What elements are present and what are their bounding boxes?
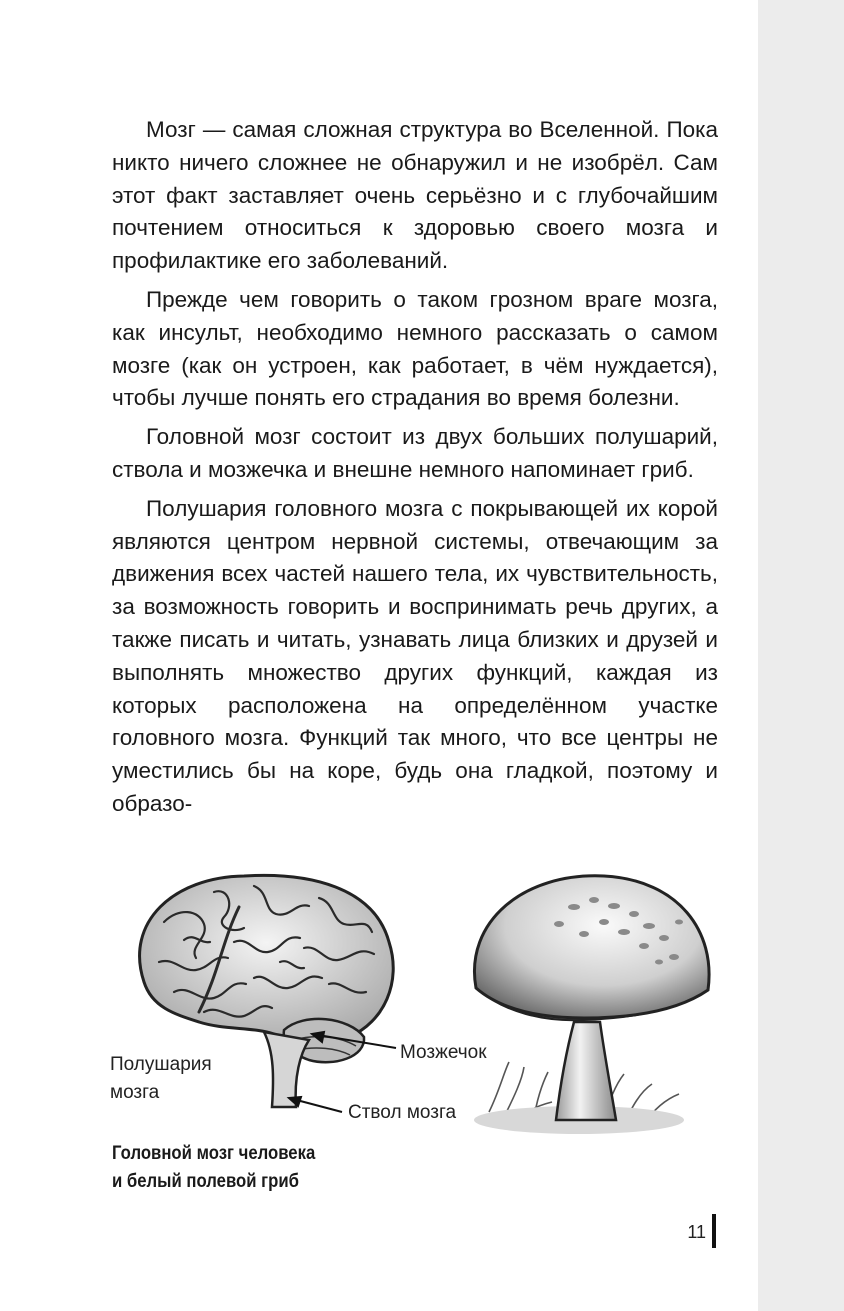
paragraph-3: Головной мозг состоит из двух больших полушарий, ствола и мозжечка и внешне немного напоминает гриб. xyxy=(112,424,718,482)
body-text xyxy=(112,114,718,827)
paragraph-4: Полушария головного мозга с покрывающей их корой являются центром нервной системы, отвечающим за движения всех частей нашего тела, их чувствительность, за возможность говорить и воспринимать речь других, а также писать и читать, узнавать лица близких и друзей и выполнять множество других функций, каждая из которых расположена на определённом участке головного мозга. Функций так много, что все центры не уместились бы на коре, будь она гладкой, поэтому и образо- xyxy=(112,495,718,816)
page-number-bar xyxy=(712,1214,716,1248)
paragraph-1: Мозг — самая сложная структура во Вселенной. Пока никто ничего сложнее не обнаружил и не изобрёл. Сам этот факт заставляет очень серьёзно и с глубочайшим почтением относиться к здоровью своего мозга и профилактике его заболеваний. xyxy=(112,117,718,274)
caption-line-2: и белый полевой гриб xyxy=(112,1171,299,1192)
mushroom-illustration-icon xyxy=(474,876,709,1134)
paragraph-2: Прежде чем говорить о таком грозном враге мозга, как инсульт, необходимо немного рассказать о самом мозге (как он устроен, как работает, в чём нуждается), чтобы лучше понять его страдания во время болезни. xyxy=(112,286,718,411)
label-brainstem: Ствол мозга xyxy=(348,1102,457,1123)
label-hemispheres-line1: Полушария xyxy=(110,1054,212,1075)
label-cerebellum: Мозжечок xyxy=(400,1042,487,1063)
figure-brain-mushroom xyxy=(104,862,724,1152)
page-margin-band xyxy=(758,0,844,1311)
page-number: 11 xyxy=(687,1222,706,1242)
caption-line-1: Головной мозг человека xyxy=(112,1143,316,1164)
label-hemispheres-line2: мозга xyxy=(110,1082,160,1103)
figure-caption xyxy=(112,1140,376,1196)
